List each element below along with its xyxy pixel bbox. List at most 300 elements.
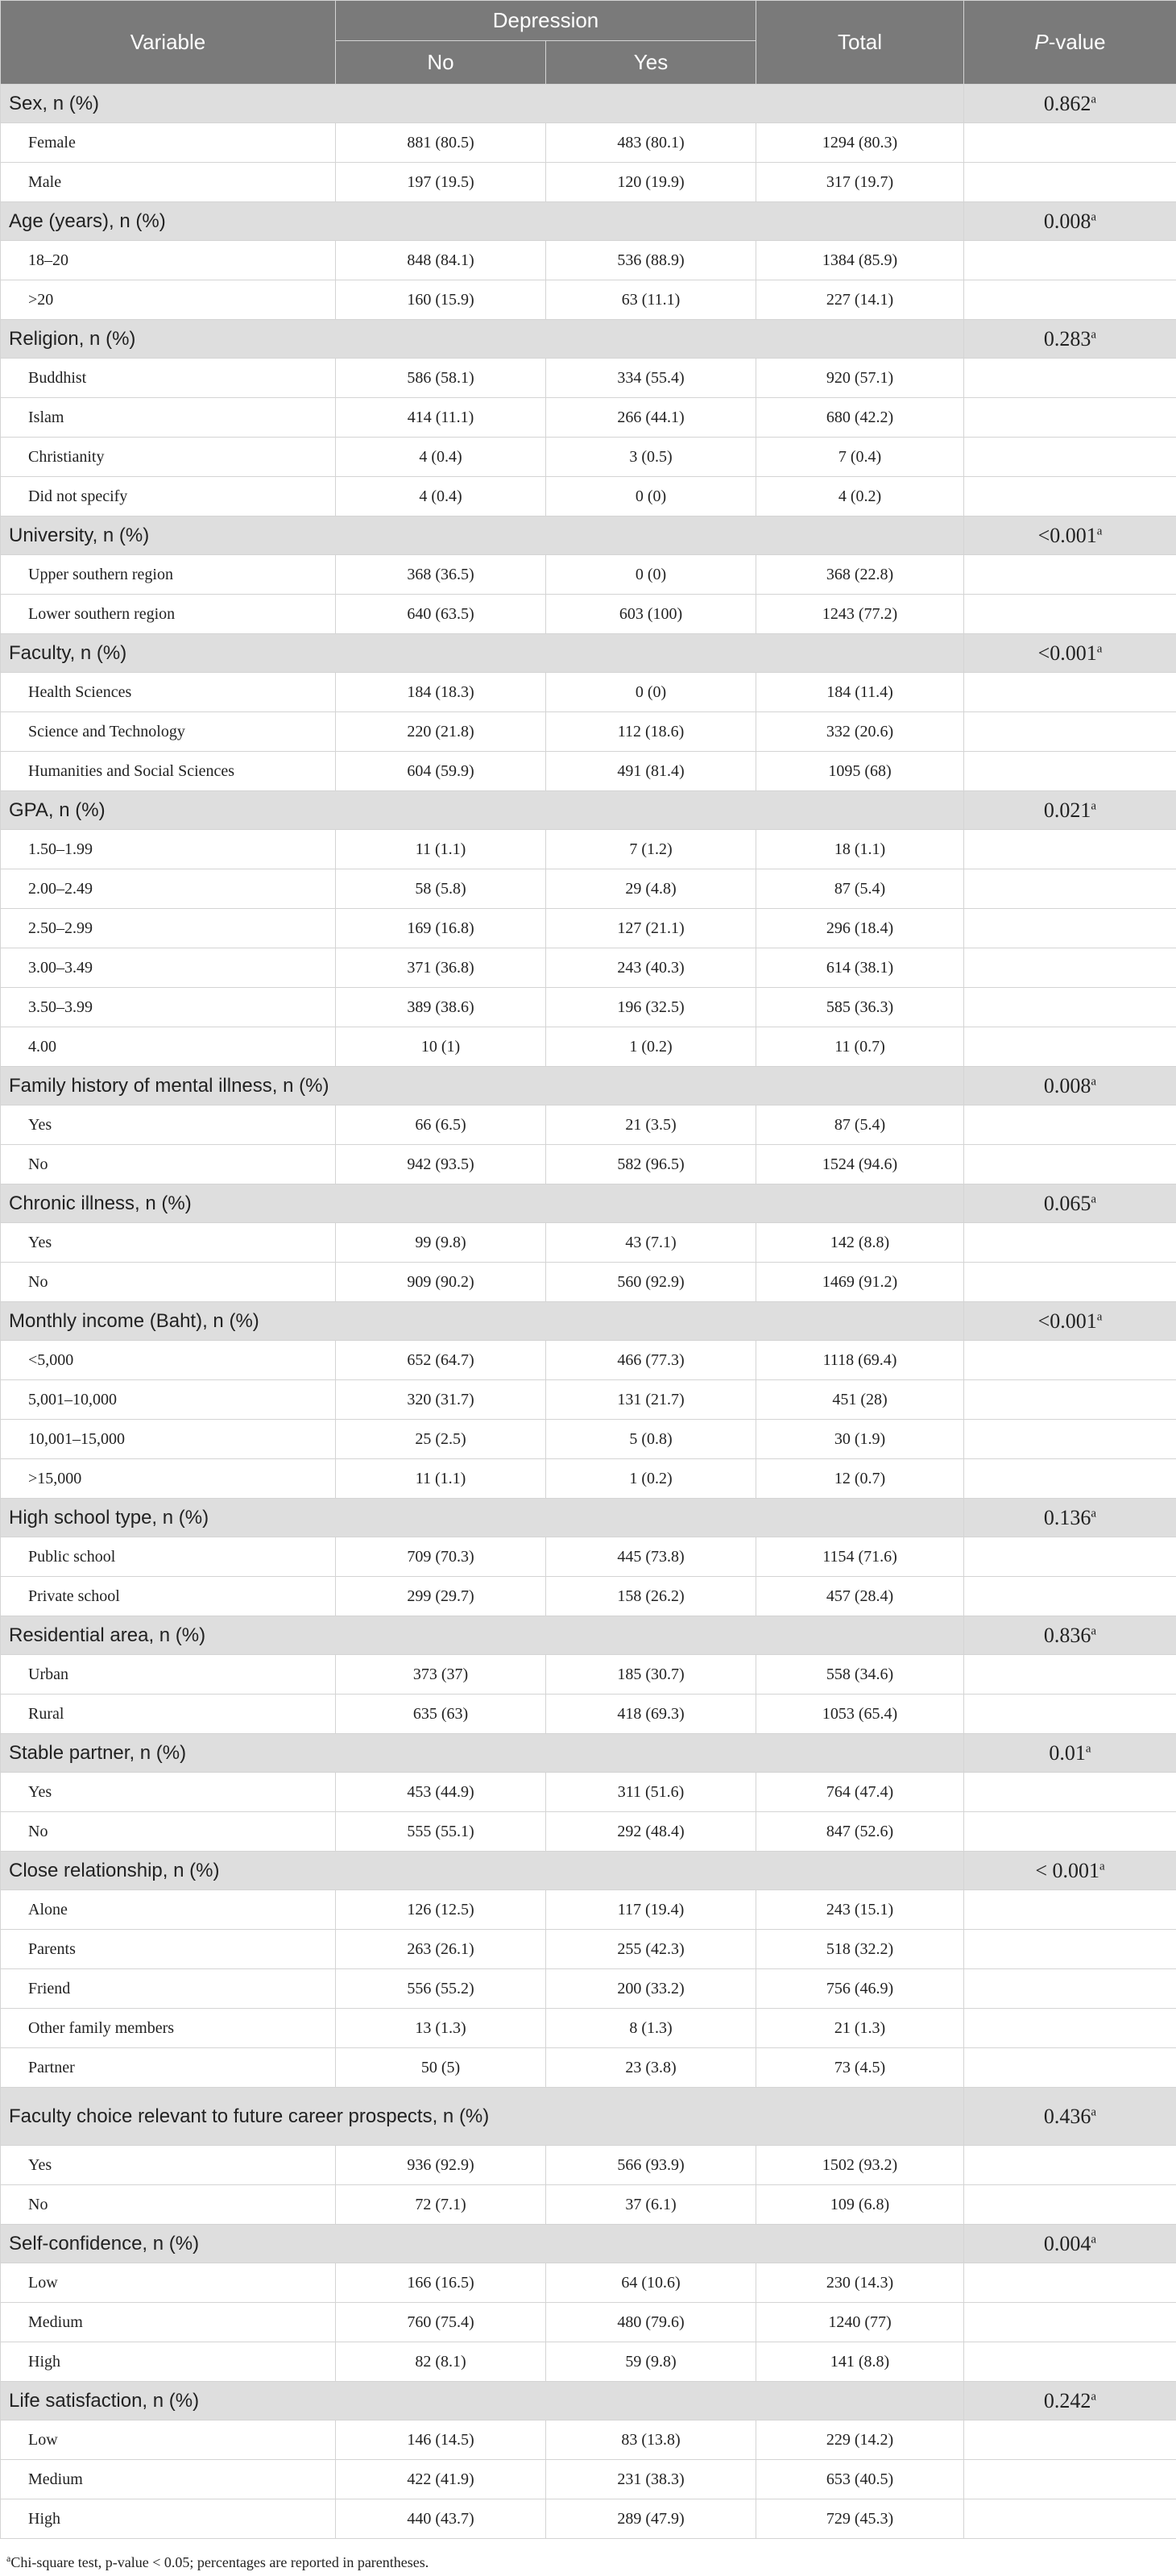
cell-total: 457 (28.4) [756,1577,964,1616]
cell-total: 756 (46.9) [756,1969,964,2009]
row-label: Yes [1,1105,336,1145]
cell-yes: 3 (0.5) [546,438,756,477]
row-label: Rural [1,1695,336,1734]
row-label: 4.00 [1,1027,336,1067]
cell-p-empty [964,1420,1176,1459]
cell-no: 299 (29.7) [336,1577,546,1616]
cell-yes: 445 (73.8) [546,1537,756,1577]
cell-yes: 127 (21.1) [546,909,756,948]
cell-no: 11 (1.1) [336,1459,546,1499]
cell-no: 586 (58.1) [336,359,546,398]
p-value-marker: a [1099,1859,1105,1873]
cell-yes: 158 (26.2) [546,1577,756,1616]
row-label: Public school [1,1537,336,1577]
table-row [1,1890,1176,1930]
cell-p-empty [964,438,1176,477]
p-value-cell [964,634,1176,673]
p-value: 0.283 [1043,326,1091,351]
row-label: 2.00–2.49 [1,869,336,909]
cell-yes: 83 (13.8) [546,2420,756,2460]
category-label: Sex, n (%) [1,85,964,123]
cell-total: 653 (40.5) [756,2460,964,2499]
cell-yes: 334 (55.4) [546,359,756,398]
p-value: <0.001 [1037,1309,1097,1333]
table-row [1,1145,1176,1184]
cell-yes: 1 (0.2) [546,1027,756,1067]
cell-yes: 37 (6.1) [546,2185,756,2225]
table-row [1,2460,1176,2499]
row-label: High [1,2342,336,2382]
p-value-marker: a [1091,1074,1097,1088]
p-value-cell [964,202,1176,241]
cell-yes: 292 (48.4) [546,1812,756,1852]
cell-p-empty [964,948,1176,988]
cell-total: 1243 (77.2) [756,595,964,634]
p-value-cell [964,1184,1176,1223]
table-row [1,1655,1176,1695]
cell-yes: 536 (88.9) [546,241,756,280]
p-value: 0.008 [1043,1073,1091,1097]
cell-p-empty [964,1027,1176,1067]
category-label: Residential area, n (%) [1,1616,964,1655]
cell-no: 635 (63) [336,1695,546,1734]
cell-no: 453 (44.9) [336,1773,546,1812]
cell-total: 73 (4.5) [756,2048,964,2088]
cell-total: 614 (38.1) [756,948,964,988]
row-label: Humanities and Social Sciences [1,752,336,791]
category-row [1,516,1176,555]
cell-p-empty [964,2460,1176,2499]
table-row [1,595,1176,634]
cell-yes: 231 (38.3) [546,2460,756,2499]
category-row [1,202,1176,241]
cell-total: 296 (18.4) [756,909,964,948]
p-value-cell [964,791,1176,830]
table-row [1,2185,1176,2225]
cell-yes: 63 (11.1) [546,280,756,320]
row-label: Low [1,2263,336,2303]
cell-yes: 1 (0.2) [546,1459,756,1499]
cell-yes: 5 (0.8) [546,1420,756,1459]
cell-yes: 0 (0) [546,673,756,712]
table-row [1,1537,1176,1577]
cell-total: 1469 (91.2) [756,1263,964,1302]
p-value-cell [964,516,1176,555]
cell-total: 1524 (94.6) [756,1145,964,1184]
row-label: Partner [1,2048,336,2088]
p-value: 0.862 [1043,91,1091,115]
cell-total: 7 (0.4) [756,438,964,477]
cell-total: 4 (0.2) [756,477,964,516]
cell-p-empty [964,2185,1176,2225]
cell-total: 764 (47.4) [756,1773,964,1812]
cell-p-empty [964,830,1176,869]
cell-yes: 59 (9.8) [546,2342,756,2382]
cell-total: 368 (22.8) [756,555,964,595]
cell-yes: 64 (10.6) [546,2263,756,2303]
row-label: 1.50–1.99 [1,830,336,869]
p-value: 0.01 [1049,1740,1086,1765]
cell-p-empty [964,555,1176,595]
cell-p-empty [964,2263,1176,2303]
p-value-cell [964,320,1176,359]
cell-total: 12 (0.7) [756,1459,964,1499]
footnote-text: Chi-square test, p-value < 0.05; percentages are reported in parentheses. [10,2554,429,2570]
cell-yes: 21 (3.5) [546,1105,756,1145]
cell-total: 30 (1.9) [756,1420,964,1459]
cell-no: 709 (70.3) [336,1537,546,1577]
p-value-marker: a [1091,2105,1097,2118]
cell-total: 1240 (77) [756,2303,964,2342]
category-label: Age (years), n (%) [1,202,964,241]
cell-p-empty [964,2009,1176,2048]
cell-no: 652 (64.7) [336,1341,546,1380]
cell-no: 604 (59.9) [336,752,546,791]
cell-p-empty [964,1969,1176,2009]
category-row [1,791,1176,830]
cell-total: 920 (57.1) [756,359,964,398]
cell-p-empty [964,1537,1176,1577]
p-value-marker: a [1091,1192,1097,1205]
cell-yes: 582 (96.5) [546,1145,756,1184]
table-row [1,712,1176,752]
cell-no: 197 (19.5) [336,163,546,202]
table-row [1,752,1176,791]
row-label: Health Sciences [1,673,336,712]
cell-p-empty [964,398,1176,438]
row-label: >15,000 [1,1459,336,1499]
row-label: Friend [1,1969,336,2009]
row-label: Christianity [1,438,336,477]
category-row [1,1734,1176,1773]
category-row [1,2225,1176,2263]
cell-p-empty [964,2499,1176,2539]
table-row [1,163,1176,202]
cell-yes: 196 (32.5) [546,988,756,1027]
row-label: Medium [1,2460,336,2499]
p-value-marker: a [1091,1506,1097,1520]
cell-total: 142 (8.8) [756,1223,964,1263]
cell-yes: 311 (51.6) [546,1773,756,1812]
table-row [1,1105,1176,1145]
category-label: GPA, n (%) [1,791,964,830]
table-row [1,1380,1176,1420]
category-label: Faculty, n (%) [1,634,964,673]
cell-p-empty [964,163,1176,202]
table-row [1,2263,1176,2303]
cell-yes: 0 (0) [546,555,756,595]
p-value: 0.021 [1043,798,1091,822]
cell-no: 169 (16.8) [336,909,546,948]
category-label: Monthly income (Baht), n (%) [1,1302,964,1341]
cell-p-empty [964,1105,1176,1145]
cell-yes: 266 (44.1) [546,398,756,438]
cell-no: 440 (43.7) [336,2499,546,2539]
cell-p-empty [964,1459,1176,1499]
cell-no: 58 (5.8) [336,869,546,909]
p-value-cell [964,1616,1176,1655]
cell-total: 1154 (71.6) [756,1537,964,1577]
cell-yes: 117 (19.4) [546,1890,756,1930]
p-value-marker: a [1091,2389,1097,2403]
row-label: 2.50–2.99 [1,909,336,948]
cell-yes: 8 (1.3) [546,2009,756,2048]
cell-yes: 29 (4.8) [546,869,756,909]
cell-total: 1095 (68) [756,752,964,791]
p-value-cell [964,1067,1176,1105]
footnote-marker: a [6,2553,11,2564]
p-value-cell [964,1499,1176,1537]
p-value-marker: a [1091,1624,1097,1637]
row-label: Low [1,2420,336,2460]
row-label: Yes [1,2146,336,2185]
table-row [1,1812,1176,1852]
row-label: Did not specify [1,477,336,516]
cell-p-empty [964,1145,1176,1184]
cell-no: 414 (11.1) [336,398,546,438]
cell-total: 729 (45.3) [756,2499,964,2539]
category-row [1,85,1176,123]
table-footnote [6,2553,429,2571]
p-value-marker: a [1091,799,1097,812]
cell-p-empty [964,1223,1176,1263]
table-row [1,1577,1176,1616]
cell-total: 518 (32.2) [756,1930,964,1969]
cell-yes: 566 (93.9) [546,2146,756,2185]
row-label: Lower southern region [1,595,336,634]
table-row [1,280,1176,320]
cell-total: 229 (14.2) [756,2420,964,2460]
p-value: <0.001 [1037,523,1097,547]
cell-total: 847 (52.6) [756,1812,964,1852]
cell-p-empty [964,123,1176,163]
header-no: No [336,41,546,85]
row-label: Male [1,163,336,202]
cell-yes: 0 (0) [546,477,756,516]
cell-no: 4 (0.4) [336,438,546,477]
cell-p-empty [964,2146,1176,2185]
p-value: 0.004 [1043,2231,1091,2255]
table-row [1,477,1176,516]
p-value-cell [964,1734,1176,1773]
cell-no: 881 (80.5) [336,123,546,163]
cell-no: 166 (16.5) [336,2263,546,2303]
p-value: 0.136 [1043,1505,1091,1529]
table-row [1,1969,1176,2009]
category-row [1,634,1176,673]
cell-no: 848 (84.1) [336,241,546,280]
row-label: Yes [1,1223,336,1263]
table-row [1,241,1176,280]
table-row [1,398,1176,438]
header-depression: Depression [336,1,756,41]
row-label: Upper southern region [1,555,336,595]
category-label: Religion, n (%) [1,320,964,359]
cell-p-empty [964,1695,1176,1734]
category-label: Family history of mental illness, n (%) [1,1067,964,1105]
table-row [1,438,1176,477]
row-label: Buddhist [1,359,336,398]
p-value-marker: a [1091,327,1097,341]
table-row [1,909,1176,948]
table-row [1,2303,1176,2342]
cell-no: 556 (55.2) [336,1969,546,2009]
cell-no: 371 (36.8) [336,948,546,988]
cell-no: 66 (6.5) [336,1105,546,1145]
cell-no: 936 (92.9) [336,2146,546,2185]
category-label: Faculty choice relevant to future career prospects, n (%) [1,2088,964,2146]
row-label: Islam [1,398,336,438]
table-row [1,1420,1176,1459]
cell-yes: 23 (3.8) [546,2048,756,2088]
cell-p-empty [964,2048,1176,2088]
table-row [1,555,1176,595]
p-value: 0.242 [1043,2388,1091,2412]
category-label: Stable partner, n (%) [1,1734,964,1773]
category-label: Life satisfaction, n (%) [1,2382,964,2420]
p-value-marker: a [1091,2232,1097,2246]
table-row [1,673,1176,712]
cell-no: 909 (90.2) [336,1263,546,1302]
row-label: 5,001–10,000 [1,1380,336,1420]
p-value: 0.065 [1043,1191,1091,1215]
cell-p-empty [964,673,1176,712]
cell-p-empty [964,241,1176,280]
cell-p-empty [964,1577,1176,1616]
cell-p-empty [964,1655,1176,1695]
table-row [1,830,1176,869]
cell-p-empty [964,752,1176,791]
cell-total: 1502 (93.2) [756,2146,964,2185]
category-label: University, n (%) [1,516,964,555]
cell-total: 11 (0.7) [756,1027,964,1067]
cell-p-empty [964,1773,1176,1812]
p-value-cell [964,1302,1176,1341]
header-total: Total [756,1,964,85]
cell-no: 184 (18.3) [336,673,546,712]
cell-p-empty [964,2342,1176,2382]
cell-no: 368 (36.5) [336,555,546,595]
table-row [1,2342,1176,2382]
row-label: No [1,2185,336,2225]
p-value-marker: a [1091,209,1097,223]
p-value-marker: a [1096,524,1103,537]
cell-yes: 480 (79.6) [546,2303,756,2342]
p-value-cell [964,2382,1176,2420]
cell-no: 99 (9.8) [336,1223,546,1263]
cell-total: 1294 (80.3) [756,123,964,163]
cell-yes: 7 (1.2) [546,830,756,869]
cell-total: 109 (6.8) [756,2185,964,2225]
row-label: No [1,1812,336,1852]
table-row [1,1930,1176,1969]
cell-p-empty [964,2303,1176,2342]
p-value-marker: a [1096,1309,1103,1323]
category-row [1,1616,1176,1655]
cell-yes: 185 (30.7) [546,1655,756,1695]
cell-total: 18 (1.1) [756,830,964,869]
cell-no: 320 (31.7) [336,1380,546,1420]
cell-no: 640 (63.5) [336,595,546,634]
cell-no: 126 (12.5) [336,1890,546,1930]
cell-no: 50 (5) [336,2048,546,2088]
p-value-cell [964,2225,1176,2263]
cell-no: 72 (7.1) [336,2185,546,2225]
cell-yes: 112 (18.6) [546,712,756,752]
cell-no: 13 (1.3) [336,2009,546,2048]
cell-no: 555 (55.1) [336,1812,546,1852]
row-label: Medium [1,2303,336,2342]
cell-yes: 255 (42.3) [546,1930,756,1969]
cell-p-empty [964,909,1176,948]
cell-no: 25 (2.5) [336,1420,546,1459]
table-row [1,2420,1176,2460]
table-row [1,1223,1176,1263]
row-label: High [1,2499,336,2539]
category-row [1,2088,1176,2146]
cell-yes: 43 (7.1) [546,1223,756,1263]
row-label: Private school [1,1577,336,1616]
table-row [1,948,1176,988]
table-row [1,988,1176,1027]
p-value-marker: a [1096,641,1103,655]
category-row [1,1499,1176,1537]
table-row [1,1341,1176,1380]
cell-yes: 466 (77.3) [546,1341,756,1380]
cell-total: 227 (14.1) [756,280,964,320]
cell-p-empty [964,1341,1176,1380]
cell-total: 87 (5.4) [756,1105,964,1145]
cell-p-empty [964,1930,1176,1969]
cell-p-empty [964,2420,1176,2460]
row-label: Yes [1,1773,336,1812]
cell-total: 184 (11.4) [756,673,964,712]
cell-p-empty [964,869,1176,909]
header-p-value [964,1,1176,85]
row-label: Female [1,123,336,163]
cell-no: 146 (14.5) [336,2420,546,2460]
cell-yes: 131 (21.7) [546,1380,756,1420]
table-row [1,1773,1176,1812]
cell-yes: 418 (69.3) [546,1695,756,1734]
p-value: <0.001 [1037,641,1097,665]
cell-yes: 483 (80.1) [546,123,756,163]
row-label: 3.00–3.49 [1,948,336,988]
table-row [1,2009,1176,2048]
p-value-cell [964,85,1176,123]
cell-yes: 560 (92.9) [546,1263,756,1302]
row-label: 3.50–3.99 [1,988,336,1027]
cell-no: 389 (38.6) [336,988,546,1027]
row-label: Urban [1,1655,336,1695]
table-header [1,1,1176,85]
category-label: Close relationship, n (%) [1,1852,964,1890]
category-row [1,1184,1176,1223]
category-row [1,1302,1176,1341]
cell-no: 942 (93.5) [336,1145,546,1184]
row-label: Other family members [1,2009,336,2048]
cell-p-empty [964,280,1176,320]
cell-total: 1118 (69.4) [756,1341,964,1380]
cell-no: 11 (1.1) [336,830,546,869]
table-row [1,2048,1176,2088]
table-body [1,85,1176,2539]
cell-yes: 120 (19.9) [546,163,756,202]
row-label: No [1,1263,336,1302]
cell-total: 585 (36.3) [756,988,964,1027]
row-label: 18–20 [1,241,336,280]
table-row [1,123,1176,163]
